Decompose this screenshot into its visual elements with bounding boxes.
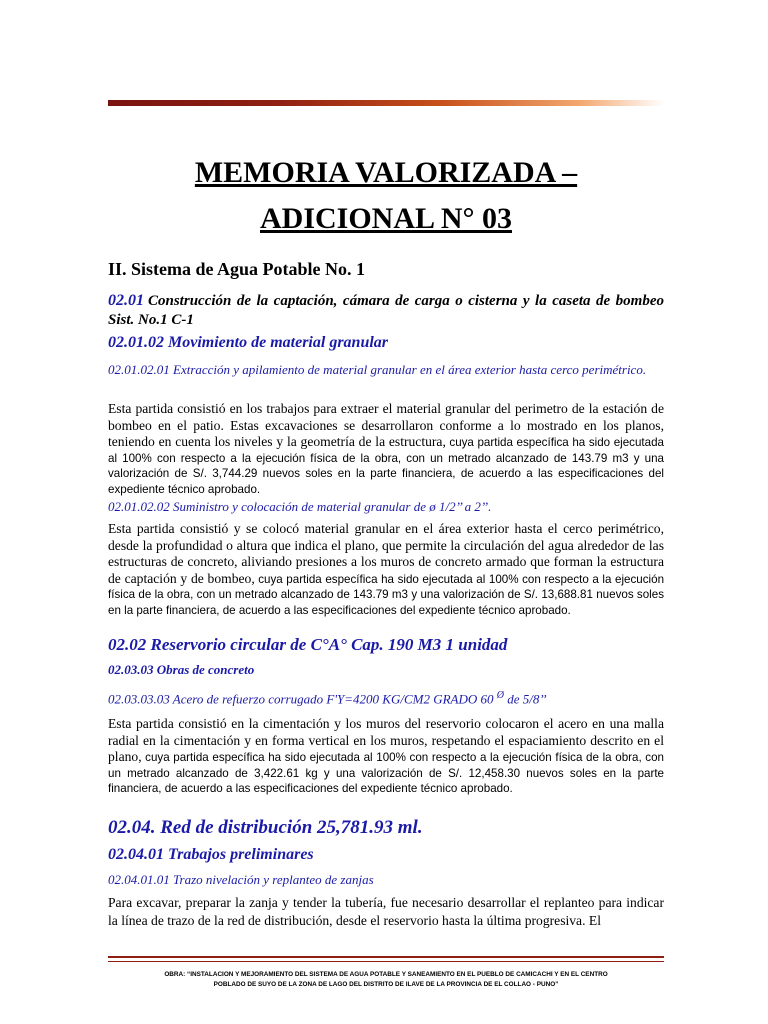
paragraph-1 bbox=[108, 401, 664, 498]
paragraph-1-sans: cuya partida específica ha sido ejecutada al 100% con respecto a la ejecución física de la obra, con un metrado alcanzado de 143.79 m3 y una valorización de S/. 3,744.29 nuevos soles en la parte financiera, de acuerdo a las especificaciones del expediente técnico aprobado. bbox=[108, 436, 664, 496]
section-heading: II. Sistema de Agua Potable No. 1 bbox=[108, 259, 366, 279]
paragraph-2-serif: Esta partida consistió y se colocó material granular en el área exterior hasta el cerco perimétrico, desde la profundidad o altura que indica el plano, que permite la circulación del agua alrededor de las estructuras de concreto, aliviando presiones a los muros de concreto armado que forman la estructura de captación y de bombeo, bbox=[108, 521, 664, 586]
heading-020102: 02.01.02 Movimiento de material granular bbox=[108, 334, 389, 351]
paragraph-4: Para excavar, preparar la zanja y tender la tubería, fue necesario desarrollar el replanteo para indicar la línea de trazo de la red de distribución, desde el reservorio hasta la última progresiva. El bbox=[108, 895, 664, 928]
paragraph-3-serif: Esta partida consistió en la cimentación y los muros del reservorio colocaron el acero en una malla radial en la cimentación y en forma vertical en los muros, respetando el espaciamiento descrito en el plano, bbox=[108, 716, 664, 765]
page-title: MEMORIA VALORIZADA – ADICIONAL N° 03 bbox=[194, 156, 578, 235]
heading-0202: 02.02 Reservorio circular de C°A° Cap. 190 M3 1 unidad bbox=[108, 635, 508, 654]
header-rule bbox=[108, 100, 664, 106]
paragraph-2-sans: cuya partida específica ha sido ejecutada al 100% con respecto a la ejecución física de la obra, con un metrado alcanzado de 143.79 m3 y una valorización de S/. 13,688.81 nuevos soles en la parte financiera, de acuerdo a las especificaciones del expediente técnico aprobado. bbox=[108, 572, 665, 617]
heading-02030303-text: 02.03.03.03 Acero de refuerzo corrugado F'Y=4200 KG/CM2 GRADO 60 bbox=[108, 691, 494, 707]
item-0201-text: Construcción de la captación, cámara de carga o cisterna y la caseta de bombeo Sist. No.1 C-1 bbox=[108, 293, 664, 328]
footer-rule bbox=[108, 956, 664, 958]
heading-020303: 02.03.03 Obras de concreto bbox=[108, 662, 255, 677]
footer-line-1: OBRA: “INSTALACION Y MEJORAMIENTO DEL SISTEMA DE AGUA POTABLE Y SANEAMIENTO EN EL PUEBLO DE CAMICACHI Y EN EL CENTRO bbox=[164, 971, 608, 978]
heading-0204: 02.04. Red de distribución 25,781.93 ml. bbox=[108, 817, 423, 838]
diameter-symbol: Ø bbox=[496, 690, 505, 701]
paragraph-1-serif: Esta partida consistió en los trabajos para extraer el material granular del perimetro de la estación de bombeo en el patio. Estas excavaciones se desarrollaron conforme a lo mostrado en los planos, teniendo en cuenta los niveles y la geometría de la estructura, bbox=[108, 401, 664, 450]
heading-020401: 02.04.01 Trabajos preliminares bbox=[108, 846, 314, 863]
heading-02030303-suffix: de 5/8’’ bbox=[507, 691, 547, 707]
paragraph-3 bbox=[108, 716, 664, 797]
heading-02030303 bbox=[108, 688, 664, 707]
footer-line-2: POBLADO DE SUYO DE LA ZONA DE LAGO DEL DISTRITO DE ILAVE DE LA PROVINCIA DE EL COLLAO - PUNO” bbox=[213, 981, 559, 988]
heading-02010202: 02.01.02.02 Suministro y colocación de material granular de ø 1/2’’ a 2’’. bbox=[108, 499, 492, 514]
item-0201 bbox=[108, 291, 664, 330]
footer-rule-thin bbox=[108, 961, 664, 962]
heading-02010201: 02.01.02.01 Extracción y apilamiento de material granular en el área exterior hasta cerco perimétrico. bbox=[108, 362, 647, 377]
heading-02040101: 02.04.01.01 Trazo nivelación y replanteo de zanjas bbox=[108, 872, 374, 887]
page-footer bbox=[108, 970, 664, 990]
paragraph-3-sans: cuya partida específica ha sido ejecutada al 100% con respecto a la ejecución física de la obra, con un metrado alcanzado de 3,422.61 kg y una valorización de S/. 12,458.30 nuevos soles en la parte financiera, de acuerdo a las especificaciones del expediente técnico aprobado. bbox=[108, 751, 665, 796]
paragraph-2 bbox=[108, 521, 664, 619]
item-0201-code: 02.01 bbox=[108, 292, 144, 309]
